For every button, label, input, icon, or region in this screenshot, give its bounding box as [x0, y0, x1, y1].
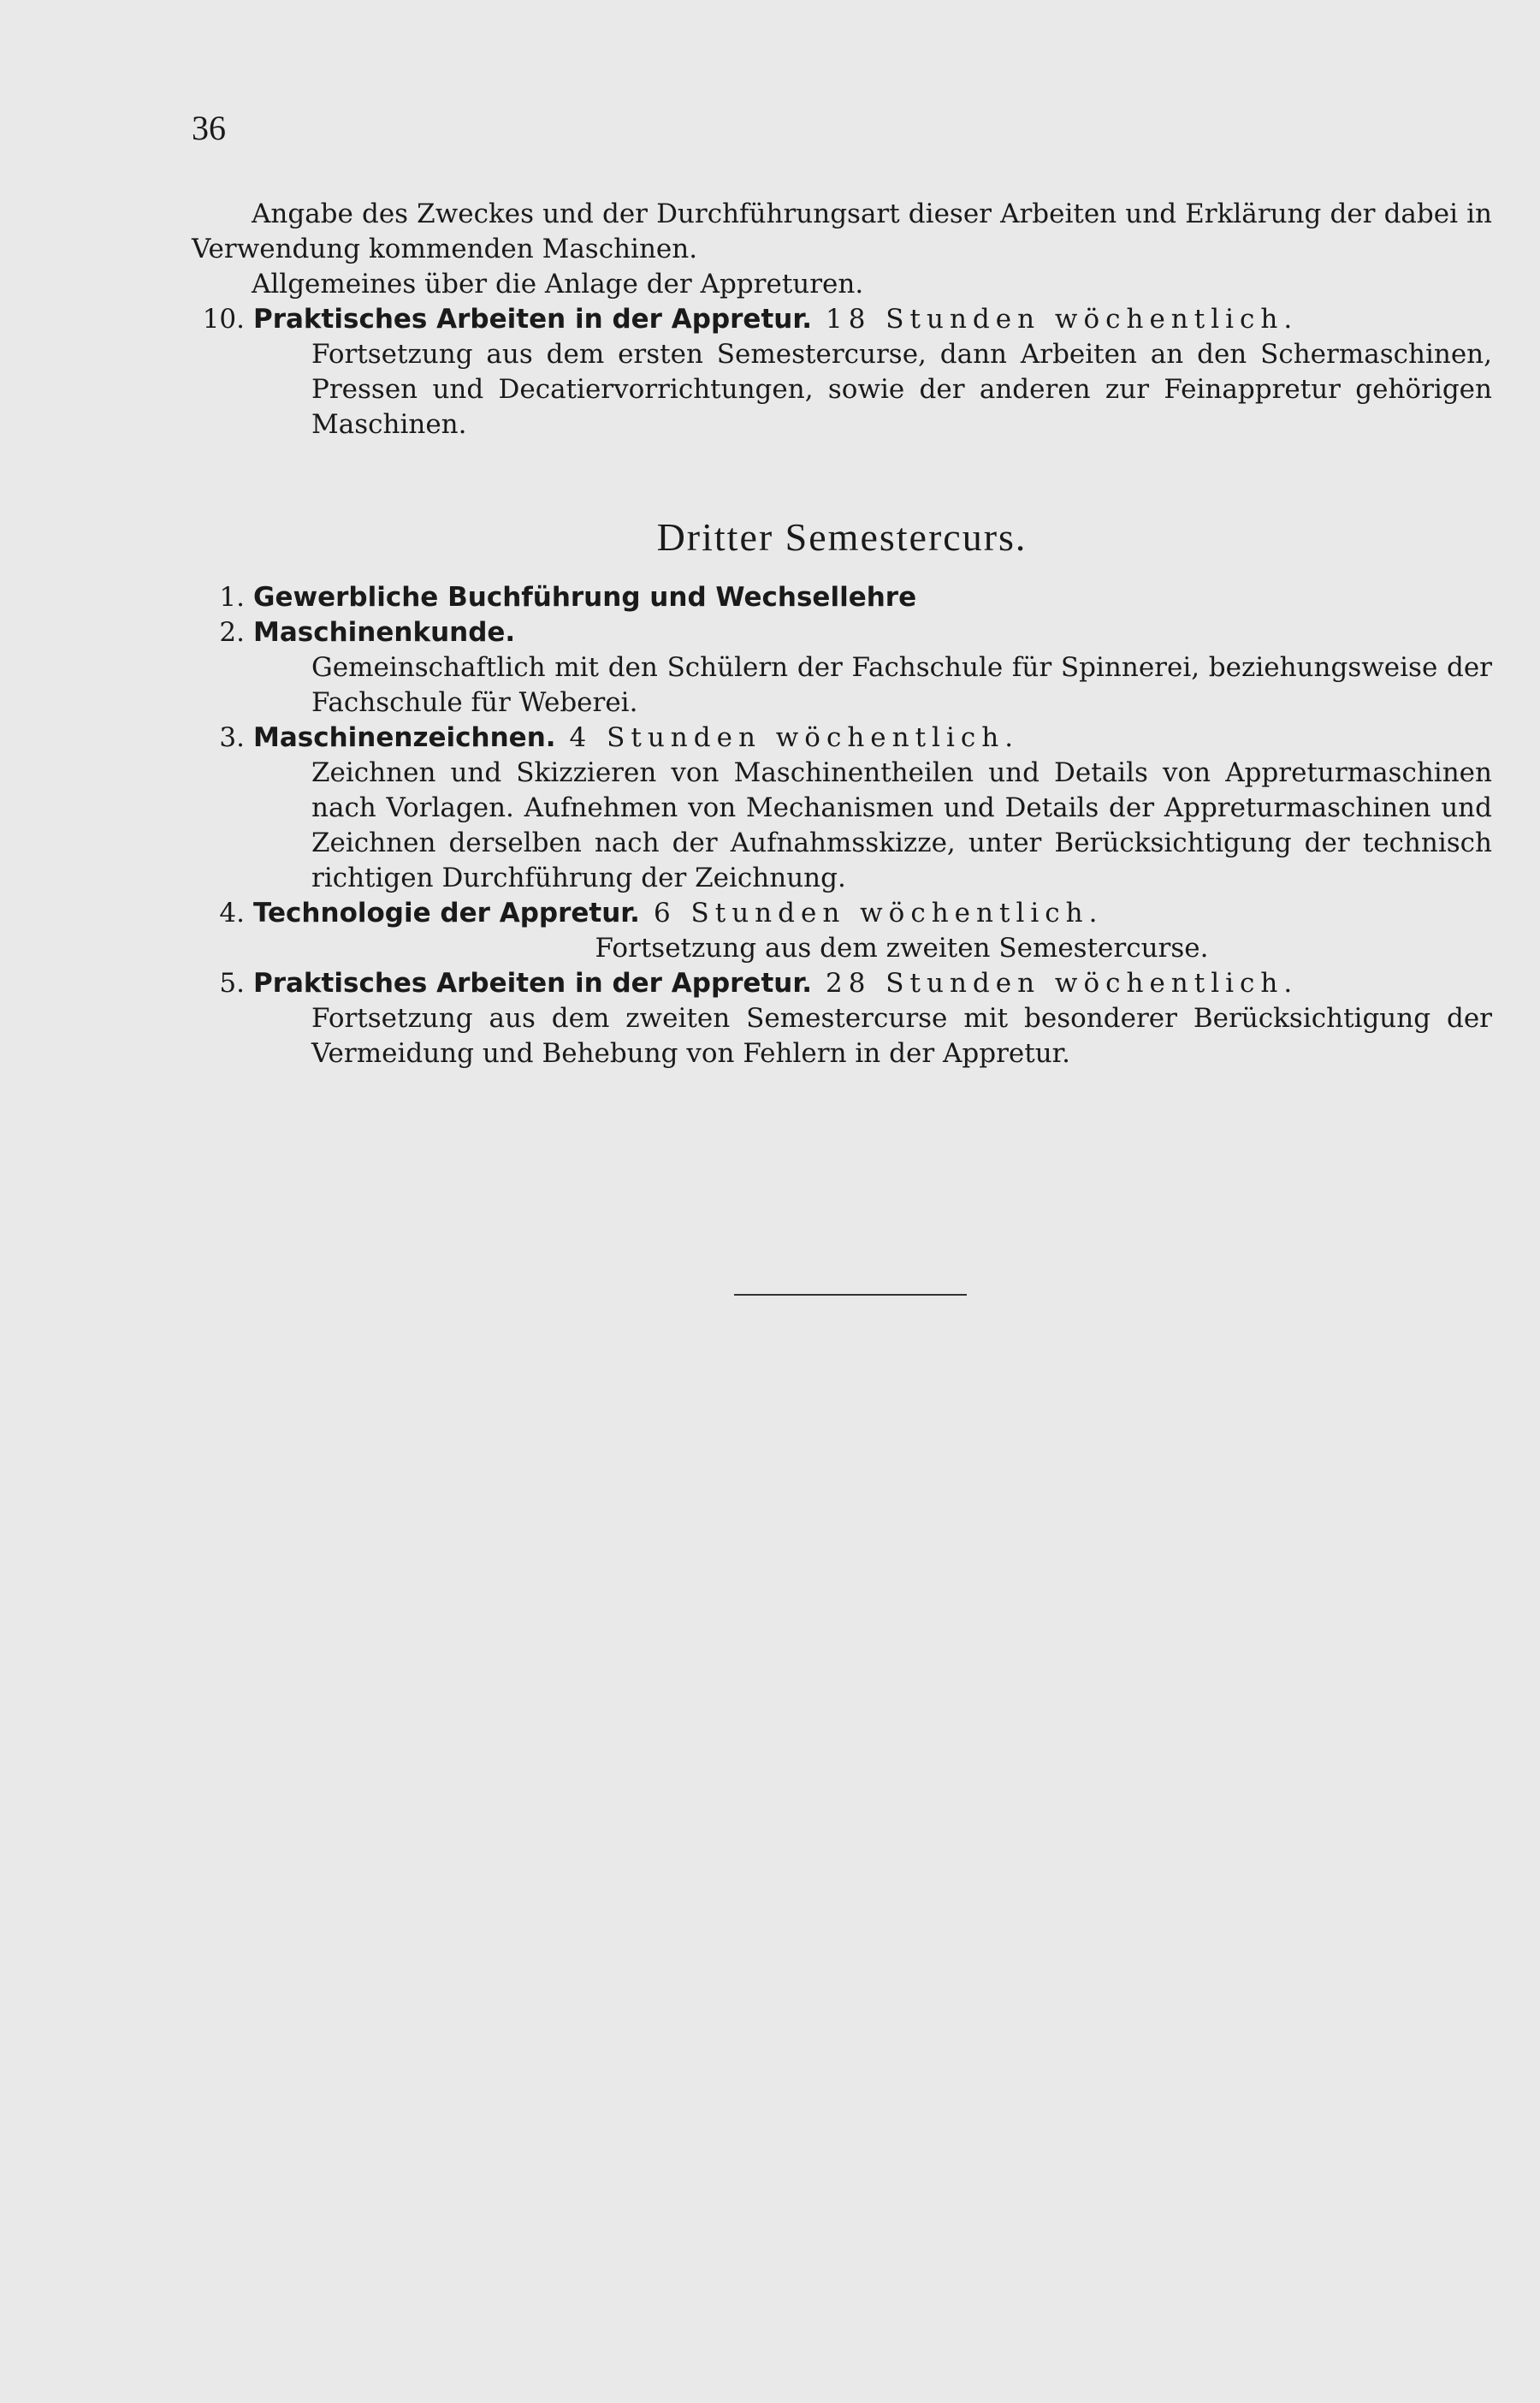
- item-number: 2.: [219, 617, 245, 648]
- list-item-5: [192, 966, 1492, 1071]
- section-title: Dritter Semestercurs.: [656, 515, 1028, 559]
- item-title: Maschinenzeichnen.: [253, 722, 556, 753]
- list-item-4: [192, 896, 1492, 966]
- section-divider: [734, 1294, 967, 1296]
- item-hours: 4 Stunden wöchentlich.: [569, 722, 1020, 753]
- list-item-10: [192, 302, 1492, 442]
- item-body: Fortsetzung aus dem zweiten Semestercurse.: [595, 933, 1209, 964]
- intro-paragraph-2: Allgemeines über die Anlage der Appreturen.: [252, 269, 864, 300]
- item-number: 3.: [219, 722, 245, 753]
- item-hours: 28 Stunden wöchentlich.: [825, 968, 1299, 999]
- item-title: Gewerbliche Buchführung und Wechsellehre: [253, 582, 917, 613]
- item-title: Maschinenkunde.: [253, 617, 516, 648]
- item-heading-row: [192, 302, 1492, 337]
- item-number: 4.: [219, 898, 245, 929]
- item-heading-row: [192, 721, 1492, 756]
- list-item-3: [192, 721, 1492, 896]
- item-body: Zeichnen und Skizzieren von Maschinentheilen und Details von Appreturmaschinen nach Vorlagen. Aufnehmen von Mechanismen und Details der Appreturmaschinen und Zeichnen derselben nach der Aufnahmsskizze, unter Berücksichtigung der technisch richtigen Durchführung der Zeichnung.: [311, 757, 1492, 893]
- item-number: 1.: [219, 582, 245, 613]
- item-heading-row: [192, 580, 1492, 615]
- item-body: Gemeinschaftlich mit den Schülern der Fachschule für Spinnerei, beziehungsweise der Fachschule für Weberei.: [311, 652, 1492, 718]
- intro-paragraph-1: Angabe des Zweckes und der Durchführungsart dieser Arbeiten und Erklärung der dabei in Verwendung kommenden Maschinen.: [192, 199, 1492, 264]
- item-title: Praktisches Arbeiten in der Appretur.: [253, 968, 812, 999]
- item-heading-row: [192, 615, 1492, 650]
- page-content: [192, 197, 1492, 1071]
- item-number: 10.: [202, 304, 245, 335]
- list-item-2: [192, 615, 1492, 721]
- item-title: Praktisches Arbeiten in der Appretur.: [253, 304, 812, 335]
- page-number: 36: [192, 109, 226, 147]
- item-heading-row: [192, 896, 1492, 931]
- item-number: 5.: [219, 968, 245, 999]
- item-body: Fortsetzung aus dem zweiten Semestercurse mit besonderer Berücksichtigung der Vermeidung und Behebung von Fehlern in der Appretur.: [311, 1003, 1492, 1069]
- item-hours: 18 Stunden wöchentlich.: [825, 304, 1299, 335]
- item-hours: 6 Stunden wöchentlich.: [653, 898, 1104, 929]
- list-item-1: [192, 580, 1492, 615]
- item-title: Technologie der Appretur.: [253, 898, 640, 929]
- item-heading-row: [192, 966, 1492, 1001]
- item-body: Fortsetzung aus dem ersten Semestercurse, dann Arbeiten an den Schermaschinen, Pressen und Decatiervorrichtungen, sowie der anderen zur Feinappretur gehörigen Maschinen.: [311, 339, 1492, 440]
